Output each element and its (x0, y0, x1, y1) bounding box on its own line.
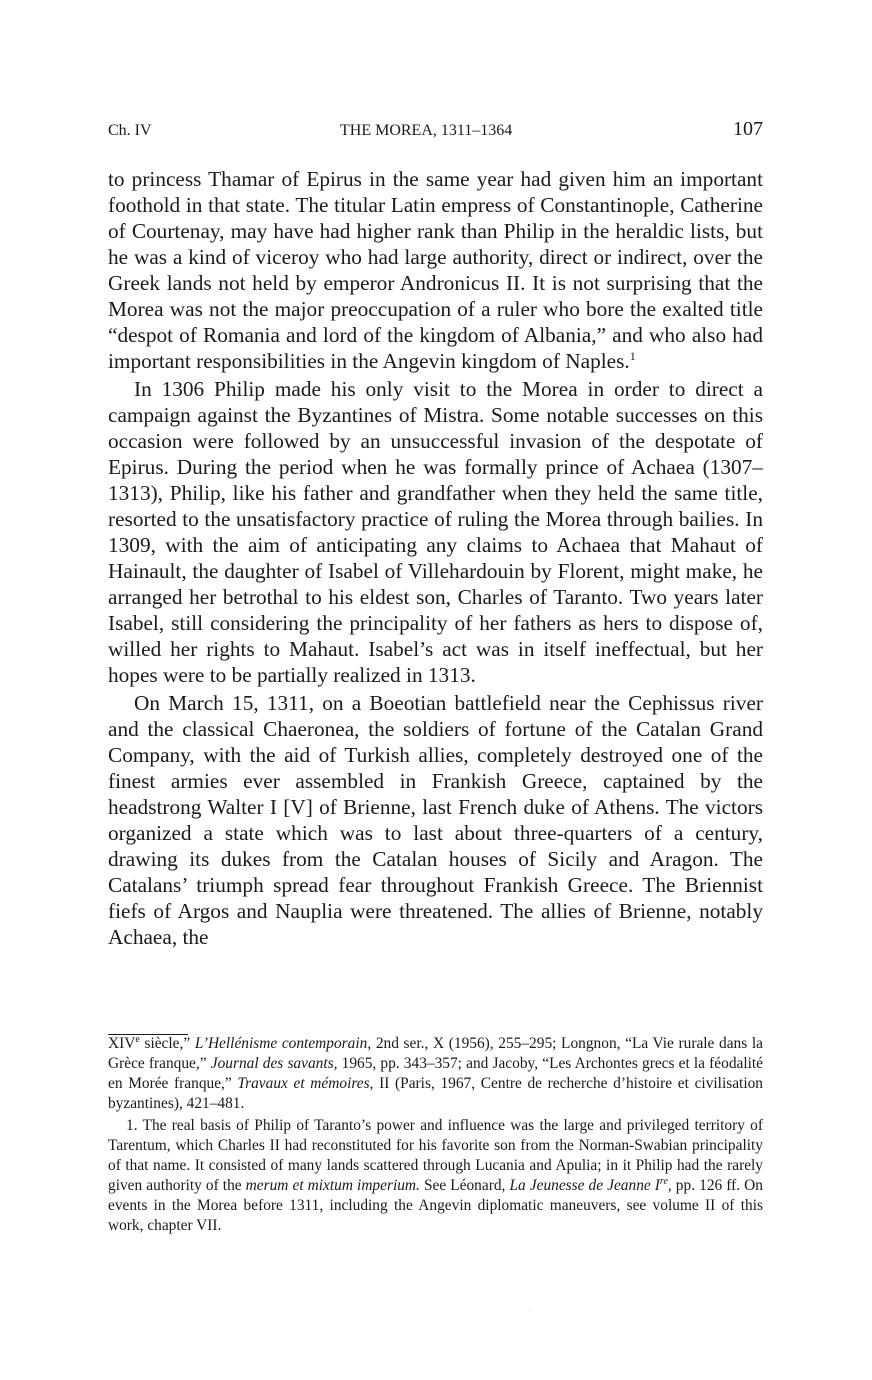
fn1-book-title: La Jeunesse de Jeanne I (509, 1177, 660, 1194)
scan-speck (530, 1310, 531, 1311)
page-number: 107 (733, 118, 763, 140)
fn1-book (509, 1177, 667, 1194)
paragraph-1 (108, 166, 763, 374)
fn-cont-a: siècle,” (139, 1035, 195, 1052)
fn1-a: 1. The real basis of Philip of Taranto’s power and influence was the large and privileged territory of Tarentum, which Charles II had reconstituted for his favorite son from the Norman-Swabian principality of that name. It consisted of many lands scattered through Lucania and Apulia; in it Philip had the rarely given authority of the (108, 1117, 763, 1194)
fn1-latin: merum et mixtum imperium. (245, 1177, 420, 1194)
fn-cont-b: 2nd ser., X (1956), 255–295; Longnon, “La Vie rurale dans la Grèce franque,” (108, 1035, 763, 1072)
fn-cont-start: XIV (108, 1035, 136, 1052)
fn-journal-3: Travaux et mémoires, (237, 1075, 374, 1092)
footnotes (108, 1034, 763, 1236)
fn-journal-2: Journal des savants, (210, 1055, 338, 1072)
fn-cont-d: II (Paris, 1967, Centre de recherche d’histoire et civilisation byzantines), 421–481. (108, 1075, 763, 1112)
running-title: THE MOREA, 1311–1364 (340, 122, 513, 139)
fn1-c: , pp. 126 ff. On events in the Morea before 1311, including the Angevin diplomatic maneuvers, see volume II of this work, chapter VII. (108, 1177, 763, 1234)
paragraph-1-text: to princess Thamar of Epirus in the same year had given him an important foothold in that state. The titular Latin empress of Constantinople, Catherine of Courtenay, may have had higher rank than Philip in the heraldic lists, but he was a kind of viceroy who had large authority, direct or indirect, over the Greek lands not held by emperor Andronicus II. It is not surprising that the Morea was not the major preoccupation of a ruler who bore the exalted title “despot of Romania and lord of the kingdom of Albania,” and who also had important responsibilities in the Angevin kingdom of Naples. (108, 167, 763, 373)
main-text (108, 166, 763, 950)
footnote-ref-1: 1 (629, 349, 636, 363)
paragraph-3: On March 15, 1311, on a Boeotian battlefield near the Cephissus river and the classical Chaeronea, the soldiers of fortune of the Catalan Grand Company, with the aid of Turkish allies, completely destroyed one of the finest armies ever assembled in Frankish Greece, captained by the headstrong Walter I [V] of Brienne, last French duke of Athens. The victors organized a state which was to last about three-quarters of a century, drawing its dukes from the Catalan houses of Sicily and Aragon. The Catalans’ triumph spread fear throughout Frankish Greece. The Briennist fiefs of Argos and Nauplia were threatened. The allies of Brienne, notably Achaea, the (108, 691, 763, 949)
fn-cont-c: 1965, pp. 343–357; and Jacoby, “Les Archontes grecs et la féodalité en Morée franque,” (108, 1055, 764, 1092)
chapter-label: Ch. IV (108, 122, 152, 139)
fn-cont-sup: e (135, 1034, 140, 1045)
footnote-continuation (108, 1034, 763, 1114)
running-header (108, 118, 763, 148)
fn1-book-sup: re (659, 1176, 668, 1187)
fn1-b: See Léonard, (419, 1177, 510, 1194)
paragraph-2: In 1306 Philip made his only visit to the Morea in order to direct a campaign against the Byzantines of Mistra. Some notable successes on this occasion were followed by an unsuccessful invasion of the despotate of Epirus. During the period when he was formally prince of Achaea (1307–1313), Philip, like his father and grandfather when they held the same title, resorted to the unsatisfactory practice of ruling the Morea through bailies. In 1309, with the aim of anticipating any claims to Achaea that Mahaut of Hainault, the daughter of Isabel of Villehardouin by Florent, might make, he arranged her betrothal to his eldest son, Charles of Taranto. Two years later Isabel, still considering the principality of her fathers as hers to dispose of, willed her rights to Mahaut. Isabel’s act was in itself ineffectual, but her hopes were to be partially realized in 1313. (108, 377, 763, 687)
footnote-1 (108, 1116, 763, 1236)
fn-journal-1: L’Hellénisme contemporain, (194, 1035, 372, 1052)
